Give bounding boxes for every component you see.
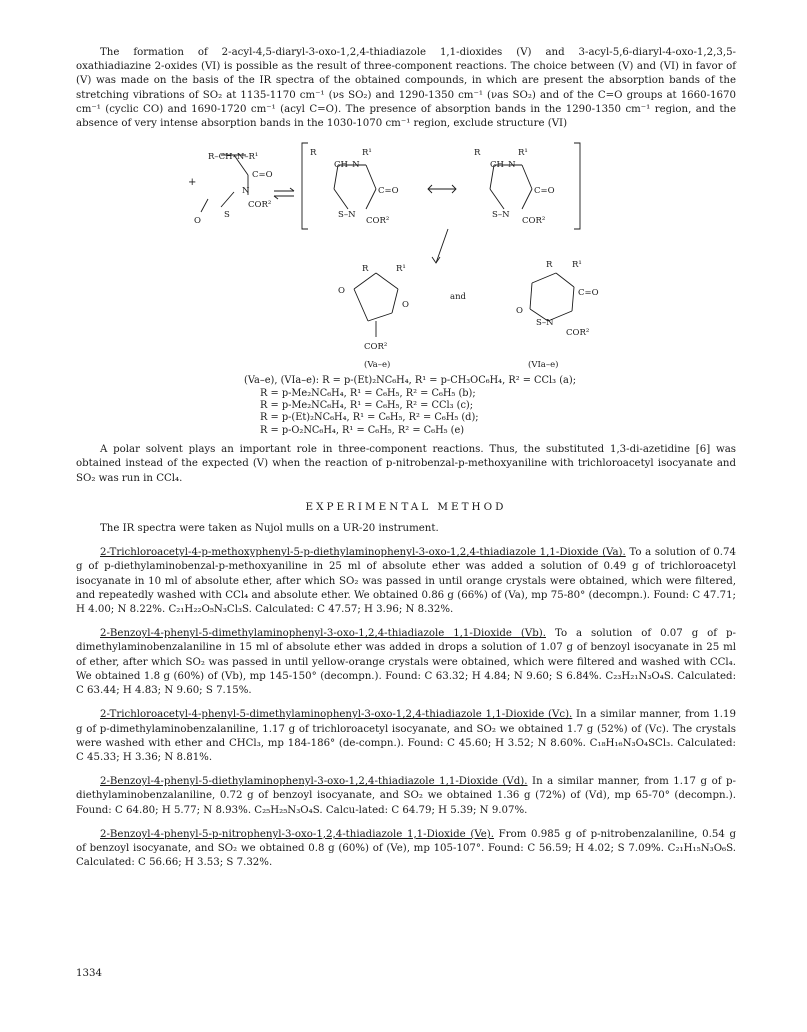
int1-r: R [310,148,317,159]
prod-vi-r: R [546,260,553,271]
experiment-text: In a similar manner, from 1.19 g of p-dimethylaminobenzalaniline, 1.17 g of trichloroacetyl isocyanate, and SO₂ we obtained 1.7 g (52%) of (Vc). The crystals were washed with ether and CHCl₃, mp 184-186° (de-compn.). Found: C 45.60; H 3.52; N 8.60%. C₁₈H₁₆N₃O₄SCl₃. Calculated: C 45.33; H 3.36; N 8.81%. [76,709,736,763]
imine-formula: R–CH–N–R¹ [208,152,259,163]
substituent-list [244,375,736,437]
prod-vi-r1: R¹ [572,260,582,271]
int1-r1: R¹ [362,148,372,159]
isocyanate-co: C=O [252,170,273,181]
ir-note: The IR spectra were taken as Nujol mulls on a UR-20 instrument. [100,523,439,535]
label-va-e: (Va–e) [364,360,391,371]
prod-v-cor2: COR² [364,342,388,353]
int1-s-n: S–N [338,210,356,221]
prod-vi-o: O [516,306,523,317]
polar-solvent-paragraph: A polar solvent plays an important role in three-component reactions. Thus, the substituted 1,3-di-azetidine [6] was obtained instead of the expected (V) when the reaction of p-nitrobenzal-p-methoxyaniline with trichloroacetyl isocyanate and SO₂ was run in CCl₄. [76,444,736,484]
isocyanate-n: N [242,186,250,197]
article-page [76,46,736,880]
prod-v-o: O [338,286,345,297]
prod-vi-s-n: S–N [536,318,554,329]
intro-paragraph: The formation of 2-acyl-4,5-diaryl-3-oxo-1,2,4-thiadiazole 1,1-dioxides (V) and 3-acyl-5,6-diaryl-4-oxo-1,2,3,5-oxathiadiazine 2-oxides (VI) is possible as the result of three-component reactions. The choice between (V) and (VI) in favor of (V) was made on the basis of the IR spectra of the obtained compounds, in which are present the absorption bands of the stretching vibrations of SO₂ at 1135-1170 cm⁻¹ (νs SO₂) and 1290-1350 cm⁻¹ (νas SO₂) and of the C=O groups at 1660-1670 cm⁻¹ (cyclic CO) and 1690-1720 cm⁻¹ (acyl C=O). The presence of absorption bands in the 1290-1350 cm⁻¹ region, and the absence of very intense absorption bands in the 1030-1070 cm⁻¹ region, exclude structure (VI) [76,47,736,130]
int1-co: C=O [378,186,399,197]
experiment-title: 2-Trichloroacetyl-4-phenyl-5-dimethylaminophenyl-3-oxo-1,2,4-thiadiazole 1,1-Dioxide (Vc). [100,709,573,721]
experiment-text: To a solution of 0.74 g of p-diethylaminobenzal-p-methoxyaniline in 25 ml of absolute ether was added a solution of 0.49 g of trichloroacetyl isocyanate in 10 ml of absolute ether, after which SO₂ was passed in until orange crystals were obtained, which were filtered, and repeatedly washed with CCl₄ and absolute ether. We obtained 0.86 g (66%) of (Va), mp 75-80° (decompn.). Found: C 47.71; H 4.00; N 8.22%. C₂₁H₂₂O₅N₃Cl₃S. Calculated: C 47.57; H 3.96; N 8.32%. [76,547,736,616]
prod-v-r1: R¹ [396,264,406,275]
experiment-va [76,546,736,617]
int2-r: R [474,148,481,159]
int2-co: C=O [534,186,555,197]
int2-cor2: COR² [522,216,546,227]
section-title: EXPERIMENTAL METHOD [305,500,507,513]
substituent-line: R = p-O₂NC₆H₄, R¹ = C₆H₅, R² = C₆H₅ (e) [260,424,465,436]
experiment-title: 2-Benzoyl-4-phenyl-5-diethylaminophenyl-3-oxo-1,2,4-thiadiazole 1,1-Dioxide (Vd). [100,776,528,788]
experiment-vb [76,627,736,698]
prod-vi-co: C=O [578,288,599,299]
isocyanate-cor2: COR² [248,200,272,211]
experiment-title: 2-Benzoyl-4-phenyl-5-dimethylaminophenyl-3-oxo-1,2,4-thiadiazole 1,1-Dioxide (Vb). [100,628,546,640]
experiment-text: From 0.985 g of p-nitrobenzalaniline, 0.54 g of benzoyl isocyanate, and SO₂ we obtained 0.8 g (60%) of (Ve), mp 105-107°. Found: C 56.59; H 4.02; S 7.09%. C₂₁H₁₅N₃O₆S. Calculated: C 56.66; H 3.53; S 7.32%. [76,828,736,869]
label-via-e: (VIa–e) [528,360,559,371]
experiment-text: In a similar manner, from 1.17 g of p-diethylaminobenzalaniline, 0.72 g of benzoyl isocyanate, and SO₂ we obtained 1.36 g (72%) of (Vd), mp 65-70° (decompn.). Found: C 64.80; H 5.77; N 8.93%. C₂₅H₂₅N₃O₄S. Calcu-lated: C 64.79; H 5.39; N 9.07%. [76,776,736,816]
substituent-line: R = p-Me₂NC₆H₄, R¹ = C₆H₅, R² = C₆H₅ (b); [260,387,476,399]
experiment-title: 2-Trichloroacetyl-4-p-methoxyphenyl-5-p-diethylaminophenyl-3-oxo-1,2,4-thiadiazole 1,1-Dioxide (Va). [100,547,626,559]
experiment-title: 2-Benzoyl-4-phenyl-5-p-nitrophenyl-3-oxo-1,2,4-thiadiazole 1,1-Dioxide (Ve). [100,828,494,840]
experiment-ve [76,828,736,871]
experiment-vd [76,775,736,818]
and-word: and [450,292,466,303]
int2-s-n: S–N [492,210,510,221]
reaction-scheme [76,137,736,373]
int1-cor2: COR² [366,216,390,227]
reaction-scheme-drawing [76,137,736,373]
prod-v-o2: O [402,300,409,311]
experiment-vc [76,708,736,765]
int2-ch-n: CH–N [490,160,516,171]
int1-ch-n: CH–N [334,160,360,171]
substituent-line: R = p-Me₂NC₆H₄, R¹ = C₆H₅, R² = CCl₃ (c); [260,400,474,412]
prod-vi-cor2: COR² [566,328,590,339]
prod-v-r: R [362,264,369,275]
so2-s: S [224,210,230,221]
plus-sign: + [188,177,197,189]
int2-r1: R¹ [518,148,528,159]
experiment-text: To a solution of 0.07 g of p-dimethylaminobenzalaniline in 15 ml of absolute ether was added in drops a solution of 1.07 g of benzoyl isocyanate in 25 ml of ether, after which SO₂ was passed in until yellow-orange crystals were obtained, which were filtered and washed with CCl₄. We obtained 1.8 g (60%) of (Vb), mp 145-150° (decompn.). Found: C 63.32; H 4.84; N 9.60; S 6.84%. C₂₃H₂₁N₃O₄S. Calculated: C 63.44; H 4.83; N 9.60; S 7.15%. [76,628,736,697]
page-number: 1334 [76,968,102,979]
so2-o: O [194,216,201,227]
substituent-line: R = p-(Et)₂NC₆H₄, R¹ = C₆H₅, R² = C₆H₅ (d); [260,412,479,424]
substituent-line: (Va–e), (VIa–e): R = p-(Et)₂NC₆H₄, R¹ = p-CH₃OC₆H₄, R² = CCl₃ (a); [244,375,577,387]
